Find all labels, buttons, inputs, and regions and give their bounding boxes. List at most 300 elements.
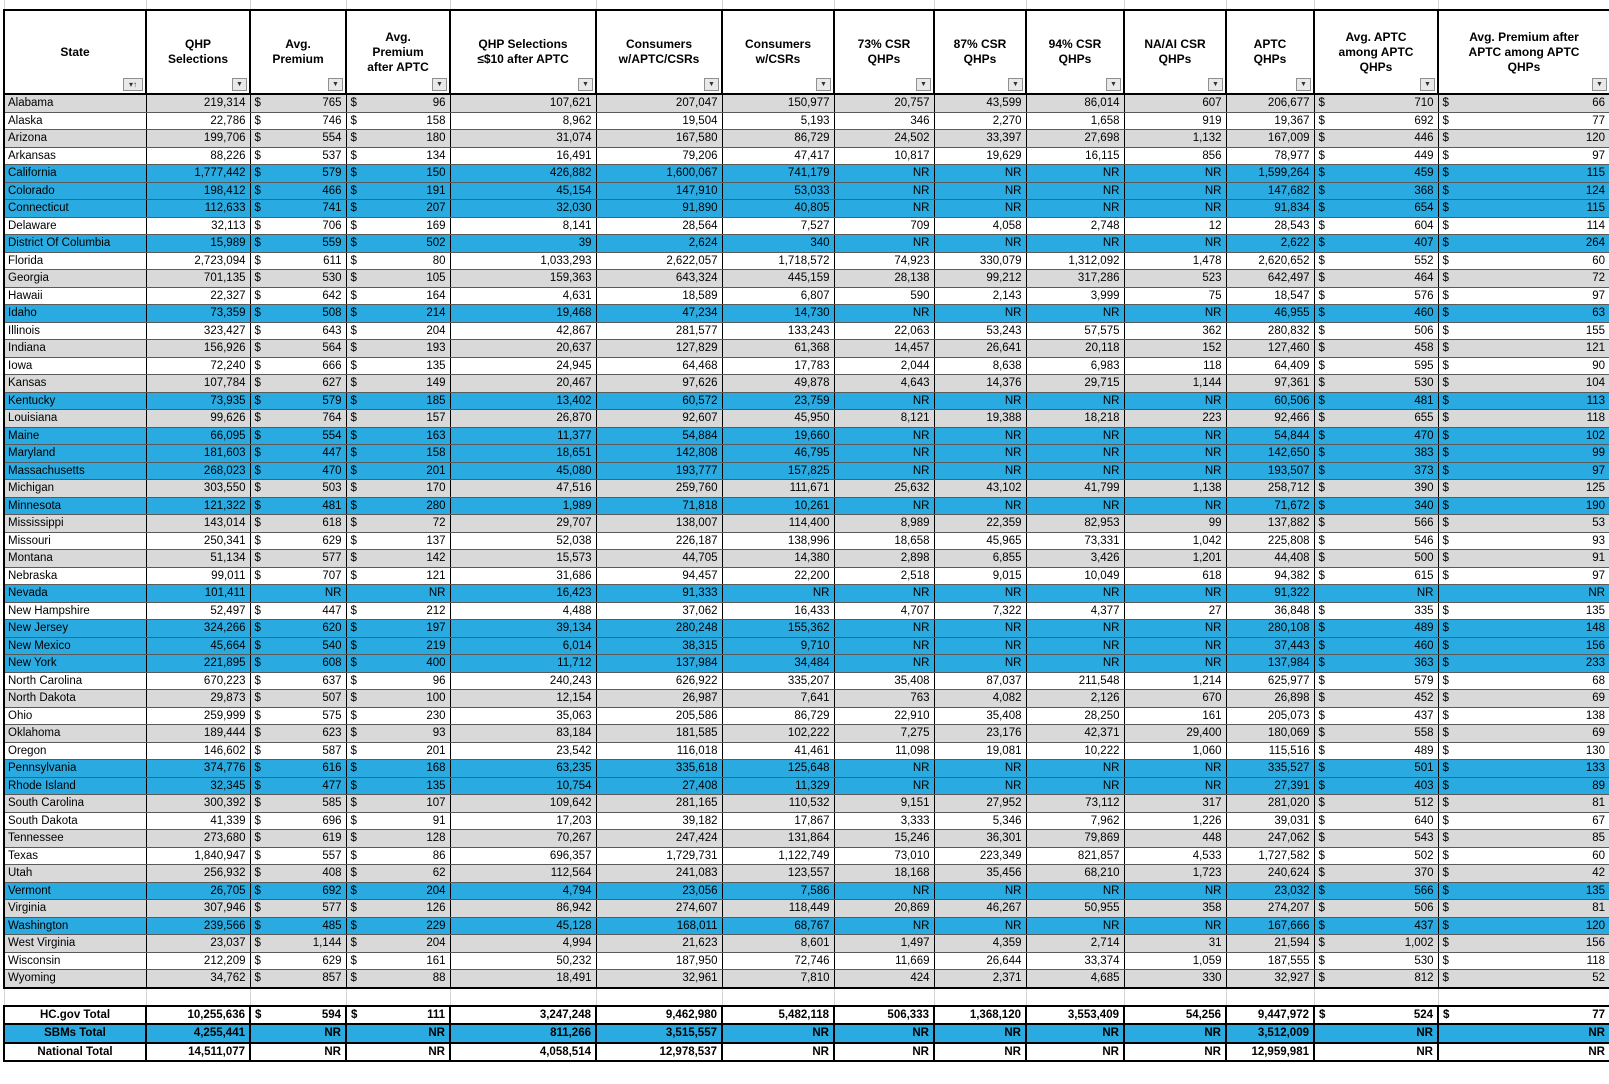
data-cell[interactable]: 9,710 [722, 637, 834, 655]
data-cell[interactable] [1438, 147, 1609, 165]
data-cell[interactable] [1438, 812, 1609, 830]
state-name-cell[interactable]: Arkansas [4, 147, 146, 165]
data-cell[interactable]: 26,870 [450, 410, 596, 428]
data-cell[interactable]: NR [934, 200, 1026, 218]
state-name-cell[interactable]: Virginia [4, 900, 146, 918]
data-cell[interactable] [346, 952, 450, 970]
data-cell[interactable]: 46,267 [934, 900, 1026, 918]
data-cell[interactable]: 8,962 [450, 112, 596, 130]
state-name-cell[interactable]: Kentucky [4, 392, 146, 410]
data-cell[interactable]: 3,247,248 [450, 1006, 596, 1025]
filter-dropdown-icon[interactable]: ▼ [1420, 78, 1435, 91]
filter-dropdown-icon[interactable]: ▼ [578, 78, 593, 91]
data-cell[interactable]: 22,200 [722, 567, 834, 585]
state-name-cell[interactable]: Alabama [4, 94, 146, 112]
data-cell[interactable]: 146,602 [146, 742, 250, 760]
data-cell[interactable]: 26,644 [934, 952, 1026, 970]
data-cell[interactable] [1438, 917, 1609, 935]
data-cell[interactable]: 86,014 [1026, 94, 1124, 112]
data-cell[interactable]: 4,685 [1026, 970, 1124, 988]
state-name-cell[interactable]: Tennessee [4, 830, 146, 848]
data-cell[interactable]: 225,808 [1226, 532, 1314, 550]
data-cell[interactable] [250, 760, 346, 778]
data-cell[interactable]: 1,060 [1124, 742, 1226, 760]
data-cell[interactable] [1314, 165, 1438, 183]
data-cell[interactable]: 4,058,514 [450, 1043, 596, 1062]
filter-dropdown-icon[interactable]: ▼ [1008, 78, 1023, 91]
data-cell[interactable]: 1,312,092 [1026, 252, 1124, 270]
data-cell[interactable] [346, 392, 450, 410]
data-cell[interactable]: 362 [1124, 322, 1226, 340]
data-cell[interactable]: 626,922 [596, 672, 722, 690]
data-cell[interactable]: 32,345 [146, 777, 250, 795]
data-cell[interactable] [250, 112, 346, 130]
data-cell[interactable]: NR [934, 917, 1026, 935]
data-cell[interactable] [1314, 217, 1438, 235]
data-cell[interactable]: 86,729 [722, 130, 834, 148]
data-cell[interactable] [346, 847, 450, 865]
data-cell[interactable] [1314, 970, 1438, 988]
data-cell[interactable]: 37,443 [1226, 637, 1314, 655]
data-cell[interactable]: 57,575 [1026, 322, 1124, 340]
filter-dropdown-icon[interactable]: ▼ [1106, 78, 1121, 91]
data-cell[interactable]: 280,248 [596, 620, 722, 638]
data-cell[interactable] [346, 1006, 450, 1025]
data-cell[interactable]: NR [934, 392, 1026, 410]
data-cell[interactable] [1314, 655, 1438, 673]
data-cell[interactable] [1438, 445, 1609, 463]
data-cell[interactable]: 274,607 [596, 900, 722, 918]
data-cell[interactable] [250, 322, 346, 340]
data-cell[interactable] [250, 515, 346, 533]
data-cell[interactable]: 15,573 [450, 550, 596, 568]
data-cell[interactable]: 273,680 [146, 830, 250, 848]
data-cell[interactable] [346, 515, 450, 533]
data-cell[interactable]: 143,014 [146, 515, 250, 533]
data-cell[interactable]: 8,121 [834, 410, 934, 428]
data-cell[interactable] [1314, 200, 1438, 218]
data-cell[interactable]: 9,015 [934, 567, 1026, 585]
data-cell[interactable] [346, 427, 450, 445]
data-cell[interactable]: 39,134 [450, 620, 596, 638]
data-cell[interactable] [1314, 182, 1438, 200]
data-cell[interactable]: 5,482,118 [722, 1006, 834, 1025]
data-cell[interactable]: 73,935 [146, 392, 250, 410]
data-cell[interactable]: NR [1124, 497, 1226, 515]
data-cell[interactable]: 20,118 [1026, 340, 1124, 358]
data-cell[interactable] [1438, 795, 1609, 813]
col-header-aptc-qhps[interactable] [1226, 10, 1314, 94]
data-cell[interactable]: 18,491 [450, 970, 596, 988]
data-cell[interactable]: 102,222 [722, 725, 834, 743]
data-cell[interactable] [250, 1043, 346, 1062]
data-cell[interactable]: 11,712 [450, 655, 596, 673]
data-cell[interactable]: 7,527 [722, 217, 834, 235]
data-cell[interactable]: 24,502 [834, 130, 934, 148]
data-cell[interactable]: 66,095 [146, 427, 250, 445]
data-cell[interactable] [1314, 270, 1438, 288]
data-cell[interactable] [346, 480, 450, 498]
data-cell[interactable] [346, 970, 450, 988]
data-cell[interactable]: 52,038 [450, 532, 596, 550]
sort-filter-icon[interactable]: ▾↑ [123, 78, 143, 91]
state-name-cell[interactable]: California [4, 165, 146, 183]
data-cell[interactable]: 112,564 [450, 865, 596, 883]
data-cell[interactable] [250, 427, 346, 445]
col-header-qhp-selections-10-after-aptc[interactable] [450, 10, 596, 94]
data-cell[interactable]: 1,201 [1124, 550, 1226, 568]
data-cell[interactable]: 155,362 [722, 620, 834, 638]
data-cell[interactable]: 39,182 [596, 812, 722, 830]
data-cell[interactable]: NR [1124, 182, 1226, 200]
data-cell[interactable]: 1,059 [1124, 952, 1226, 970]
data-cell[interactable]: NR [834, 427, 934, 445]
data-cell[interactable] [250, 392, 346, 410]
data-cell[interactable]: 97,626 [596, 375, 722, 393]
data-cell[interactable] [1438, 830, 1609, 848]
data-cell[interactable] [1438, 637, 1609, 655]
state-name-cell[interactable]: Maryland [4, 445, 146, 463]
data-cell[interactable]: 72,240 [146, 357, 250, 375]
col-header-avg-aptc-among-aptc-qhps[interactable] [1314, 10, 1438, 94]
state-name-cell[interactable]: Delaware [4, 217, 146, 235]
data-cell[interactable] [1438, 375, 1609, 393]
data-cell[interactable]: 27,952 [934, 795, 1026, 813]
data-cell[interactable]: 2,723,094 [146, 252, 250, 270]
data-cell[interactable]: 40,805 [722, 200, 834, 218]
data-cell[interactable]: 53,243 [934, 322, 1026, 340]
data-cell[interactable] [1438, 725, 1609, 743]
data-cell[interactable]: 18,547 [1226, 287, 1314, 305]
data-cell[interactable]: 335,527 [1226, 760, 1314, 778]
filter-dropdown-icon[interactable]: ▼ [1592, 78, 1607, 91]
data-cell[interactable]: 4,488 [450, 602, 596, 620]
data-cell[interactable]: 47,234 [596, 305, 722, 323]
data-cell[interactable]: 14,511,077 [146, 1043, 250, 1062]
data-cell[interactable]: 54,884 [596, 427, 722, 445]
data-cell[interactable]: 121,322 [146, 497, 250, 515]
data-cell[interactable]: 82,953 [1026, 515, 1124, 533]
data-cell[interactable]: 2,624 [596, 235, 722, 253]
state-name-cell[interactable]: New Jersey [4, 620, 146, 638]
data-cell[interactable]: 94,382 [1226, 567, 1314, 585]
data-cell[interactable]: 34,484 [722, 655, 834, 673]
data-cell[interactable]: NR [1026, 637, 1124, 655]
data-cell[interactable]: 219,314 [146, 94, 250, 112]
state-name-cell[interactable]: Colorado [4, 182, 146, 200]
data-cell[interactable]: 1,658 [1026, 112, 1124, 130]
data-cell[interactable]: 92,607 [596, 410, 722, 428]
data-cell[interactable]: 86,942 [450, 900, 596, 918]
data-cell[interactable]: 127,460 [1226, 340, 1314, 358]
data-cell[interactable]: 20,467 [450, 375, 596, 393]
data-cell[interactable]: 2,898 [834, 550, 934, 568]
data-cell[interactable]: 19,081 [934, 742, 1026, 760]
data-cell[interactable]: 346 [834, 112, 934, 130]
data-cell[interactable] [346, 410, 450, 428]
data-cell[interactable]: 16,491 [450, 147, 596, 165]
data-cell[interactable]: 97,361 [1226, 375, 1314, 393]
data-cell[interactable]: 63,235 [450, 760, 596, 778]
data-cell[interactable]: 33,397 [934, 130, 1026, 148]
data-cell[interactable] [250, 410, 346, 428]
data-cell[interactable]: 27,408 [596, 777, 722, 795]
state-name-cell[interactable]: Illinois [4, 322, 146, 340]
data-cell[interactable] [346, 1043, 450, 1062]
state-name-cell[interactable]: West Virginia [4, 935, 146, 953]
data-cell[interactable]: 12,154 [450, 690, 596, 708]
data-cell[interactable] [250, 235, 346, 253]
data-cell[interactable]: 109,642 [450, 795, 596, 813]
data-cell[interactable]: 10,255,636 [146, 1006, 250, 1025]
data-cell[interactable]: 307,946 [146, 900, 250, 918]
data-cell[interactable]: NR [1026, 777, 1124, 795]
state-name-cell[interactable]: Michigan [4, 480, 146, 498]
data-cell[interactable]: 22,063 [834, 322, 934, 340]
data-cell[interactable]: 112,633 [146, 200, 250, 218]
data-cell[interactable]: 1,144 [1124, 375, 1226, 393]
data-cell[interactable]: NR [834, 917, 934, 935]
filter-dropdown-icon[interactable]: ▼ [704, 78, 719, 91]
data-cell[interactable]: 75 [1124, 287, 1226, 305]
data-cell[interactable]: 39,031 [1226, 812, 1314, 830]
state-name-cell[interactable]: New York [4, 655, 146, 673]
data-cell[interactable] [250, 690, 346, 708]
data-cell[interactable] [346, 340, 450, 358]
data-cell[interactable]: 116,018 [596, 742, 722, 760]
state-name-cell[interactable]: Georgia [4, 270, 146, 288]
data-cell[interactable]: 11,329 [722, 777, 834, 795]
data-cell[interactable] [1314, 952, 1438, 970]
data-cell[interactable]: NR [934, 777, 1026, 795]
data-cell[interactable] [250, 585, 346, 603]
data-cell[interactable]: 9,462,980 [596, 1006, 722, 1025]
data-cell[interactable] [1314, 830, 1438, 848]
data-cell[interactable]: NR [834, 1024, 934, 1043]
data-cell[interactable]: 221,895 [146, 655, 250, 673]
data-cell[interactable] [250, 725, 346, 743]
data-cell[interactable]: NR [1026, 1043, 1124, 1062]
data-cell[interactable] [1438, 200, 1609, 218]
data-cell[interactable] [1314, 130, 1438, 148]
data-cell[interactable] [1438, 480, 1609, 498]
data-cell[interactable]: 4,377 [1026, 602, 1124, 620]
data-cell[interactable]: 1,729,731 [596, 847, 722, 865]
data-cell[interactable] [1438, 690, 1609, 708]
data-cell[interactable]: 2,518 [834, 567, 934, 585]
filter-dropdown-icon[interactable]: ▼ [328, 78, 343, 91]
state-name-cell[interactable]: Pennsylvania [4, 760, 146, 778]
data-cell[interactable]: 20,869 [834, 900, 934, 918]
data-cell[interactable]: 19,629 [934, 147, 1026, 165]
data-cell[interactable]: NR [1124, 427, 1226, 445]
data-cell[interactable] [1438, 847, 1609, 865]
data-cell[interactable]: 7,810 [722, 970, 834, 988]
data-cell[interactable] [250, 795, 346, 813]
data-cell[interactable]: 426,882 [450, 165, 596, 183]
col-header-na-ai-csr-qhps[interactable] [1124, 10, 1226, 94]
data-cell[interactable]: 35,408 [834, 672, 934, 690]
state-name-cell[interactable]: Massachusetts [4, 462, 146, 480]
data-cell[interactable]: 50,955 [1026, 900, 1124, 918]
data-cell[interactable]: 99,011 [146, 567, 250, 585]
data-cell[interactable]: 1,497 [834, 935, 934, 953]
data-cell[interactable] [346, 322, 450, 340]
data-cell[interactable]: 45,080 [450, 462, 596, 480]
data-cell[interactable] [346, 777, 450, 795]
data-cell[interactable]: 45,965 [934, 532, 1026, 550]
data-cell[interactable]: 2,622,057 [596, 252, 722, 270]
data-cell[interactable]: 147,682 [1226, 182, 1314, 200]
data-cell[interactable]: NR [934, 1043, 1026, 1062]
data-cell[interactable] [250, 462, 346, 480]
data-cell[interactable]: NR [1124, 235, 1226, 253]
data-cell[interactable]: 16,423 [450, 585, 596, 603]
data-cell[interactable]: 18,658 [834, 532, 934, 550]
data-cell[interactable] [346, 830, 450, 848]
data-cell[interactable] [346, 935, 450, 953]
data-cell[interactable]: NR [1026, 620, 1124, 638]
data-cell[interactable] [250, 1024, 346, 1043]
data-cell[interactable] [346, 94, 450, 112]
data-cell[interactable]: 35,408 [934, 707, 1026, 725]
data-cell[interactable]: 7,275 [834, 725, 934, 743]
data-cell[interactable] [1314, 1024, 1438, 1043]
data-cell[interactable]: 448 [1124, 830, 1226, 848]
data-cell[interactable]: 147,910 [596, 182, 722, 200]
data-cell[interactable]: NR [834, 882, 934, 900]
data-cell[interactable] [250, 480, 346, 498]
data-cell[interactable]: 374,776 [146, 760, 250, 778]
data-cell[interactable]: 207,047 [596, 94, 722, 112]
data-cell[interactable]: 35,456 [934, 865, 1026, 883]
data-cell[interactable] [1314, 340, 1438, 358]
data-cell[interactable]: 83,184 [450, 725, 596, 743]
data-cell[interactable]: 330,079 [934, 252, 1026, 270]
data-cell[interactable]: 19,468 [450, 305, 596, 323]
data-cell[interactable]: 26,641 [934, 340, 1026, 358]
data-cell[interactable]: NR [1026, 182, 1124, 200]
data-cell[interactable]: 39 [450, 235, 596, 253]
data-cell[interactable]: 79,869 [1026, 830, 1124, 848]
data-cell[interactable]: 91,333 [596, 585, 722, 603]
data-cell[interactable]: NR [834, 182, 934, 200]
data-cell[interactable] [1314, 847, 1438, 865]
data-cell[interactable]: 5,346 [934, 812, 1026, 830]
data-cell[interactable] [346, 742, 450, 760]
data-cell[interactable]: 10,817 [834, 147, 934, 165]
data-cell[interactable]: 9,447,972 [1226, 1006, 1314, 1025]
data-cell[interactable] [250, 637, 346, 655]
state-name-cell[interactable]: South Dakota [4, 812, 146, 830]
data-cell[interactable]: 19,660 [722, 427, 834, 445]
data-cell[interactable]: 142,808 [596, 445, 722, 463]
data-cell[interactable]: 10,222 [1026, 742, 1124, 760]
data-cell[interactable]: 709 [834, 217, 934, 235]
data-cell[interactable]: 811,266 [450, 1024, 596, 1043]
data-cell[interactable]: NR [834, 620, 934, 638]
data-cell[interactable]: 12 [1124, 217, 1226, 235]
data-cell[interactable]: 241,083 [596, 865, 722, 883]
data-cell[interactable]: 919 [1124, 112, 1226, 130]
data-cell[interactable]: 6,855 [934, 550, 1026, 568]
data-cell[interactable]: 1,727,582 [1226, 847, 1314, 865]
state-name-cell[interactable]: Wyoming [4, 970, 146, 988]
col-header-87-csr-qhps[interactable] [934, 10, 1026, 94]
data-cell[interactable]: 281,577 [596, 322, 722, 340]
state-name-cell[interactable]: Washington [4, 917, 146, 935]
data-cell[interactable]: 240,624 [1226, 865, 1314, 883]
data-cell[interactable]: 23,176 [934, 725, 1026, 743]
data-cell[interactable]: 51,134 [146, 550, 250, 568]
data-cell[interactable]: NR [934, 882, 1026, 900]
data-cell[interactable] [250, 970, 346, 988]
data-cell[interactable]: 330 [1124, 970, 1226, 988]
data-cell[interactable]: 32,113 [146, 217, 250, 235]
data-cell[interactable]: 22,359 [934, 515, 1026, 533]
data-cell[interactable]: 101,411 [146, 585, 250, 603]
data-cell[interactable]: 281,020 [1226, 795, 1314, 813]
data-cell[interactable]: 189,444 [146, 725, 250, 743]
data-cell[interactable] [346, 112, 450, 130]
data-cell[interactable]: 86,729 [722, 707, 834, 725]
data-cell[interactable]: 821,857 [1026, 847, 1124, 865]
data-cell[interactable] [1314, 462, 1438, 480]
data-cell[interactable]: 45,128 [450, 917, 596, 935]
total-label-cell[interactable]: National Total [4, 1043, 146, 1062]
data-cell[interactable] [1438, 900, 1609, 918]
data-cell[interactable] [1314, 567, 1438, 585]
state-name-cell[interactable]: Hawaii [4, 287, 146, 305]
data-cell[interactable] [346, 497, 450, 515]
data-cell[interactable]: 14,730 [722, 305, 834, 323]
data-cell[interactable]: 41,799 [1026, 480, 1124, 498]
data-cell[interactable] [1314, 322, 1438, 340]
data-cell[interactable]: 206,677 [1226, 94, 1314, 112]
data-cell[interactable]: NR [722, 585, 834, 603]
state-name-cell[interactable]: Nevada [4, 585, 146, 603]
data-cell[interactable] [346, 655, 450, 673]
data-cell[interactable] [346, 917, 450, 935]
data-cell[interactable]: 317 [1124, 795, 1226, 813]
data-cell[interactable] [250, 865, 346, 883]
data-cell[interactable] [1438, 707, 1609, 725]
data-cell[interactable] [346, 812, 450, 830]
data-cell[interactable] [250, 147, 346, 165]
data-cell[interactable]: NR [1026, 462, 1124, 480]
data-cell[interactable] [1314, 515, 1438, 533]
data-cell[interactable]: 114,400 [722, 515, 834, 533]
data-cell[interactable]: 3,999 [1026, 287, 1124, 305]
data-cell[interactable]: 19,388 [934, 410, 1026, 428]
col-header-avg-premium-after-aptc-among-aptc-qhps[interactable] [1438, 10, 1609, 94]
data-cell[interactable] [1314, 707, 1438, 725]
data-cell[interactable] [1314, 795, 1438, 813]
data-cell[interactable]: NR [1124, 882, 1226, 900]
data-cell[interactable]: 167,580 [596, 130, 722, 148]
data-cell[interactable]: 33,374 [1026, 952, 1124, 970]
data-cell[interactable] [346, 550, 450, 568]
data-cell[interactable] [1438, 252, 1609, 270]
data-cell[interactable]: 1,478 [1124, 252, 1226, 270]
data-cell[interactable]: 300,392 [146, 795, 250, 813]
data-cell[interactable]: 19,504 [596, 112, 722, 130]
data-cell[interactable]: 7,641 [722, 690, 834, 708]
data-cell[interactable]: NR [1124, 1024, 1226, 1043]
state-name-cell[interactable]: Indiana [4, 340, 146, 358]
data-cell[interactable]: NR [834, 655, 934, 673]
data-cell[interactable]: NR [834, 165, 934, 183]
